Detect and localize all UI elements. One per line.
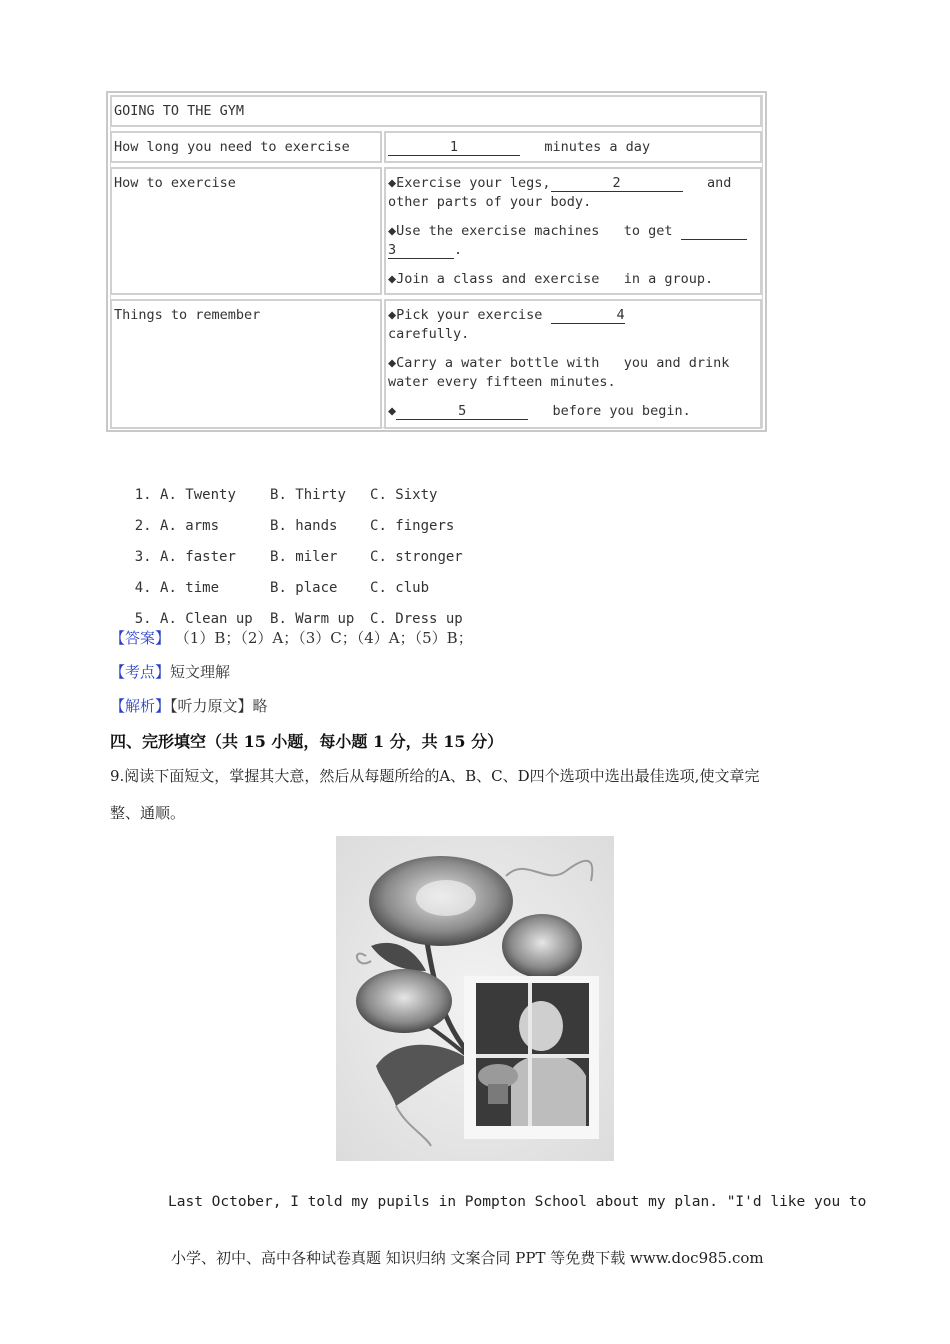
table-title-cell (110, 95, 762, 127)
blank-3: 3 (388, 241, 454, 259)
table-row-label: How long you need to exercise (110, 131, 382, 163)
answer-text: （1）B；（2）A；（3）C；（4）A；（5）B； (170, 629, 473, 647)
flower-window-drawing (336, 836, 614, 1161)
passage-first-line: Last October, I told my pupils in Pompton School about my plan. "I'd like you to (168, 1194, 867, 1210)
list-item: ◆Exercise your legs, 2 and other parts of your body. (388, 175, 732, 210)
kaodian-line (110, 661, 230, 682)
jiexi-line (110, 695, 268, 716)
section-heading: 四、完形填空（共 15 小题，每小题 1 分，共 15 分） (110, 732, 504, 751)
kaodian-text: 短文理解 (170, 663, 231, 681)
list-item: ◆ 5 before you begin. (388, 403, 691, 419)
jiexi-tag: 【解析】 (110, 697, 171, 715)
blank-2: 2 (551, 174, 683, 192)
blank-4: 4 (551, 306, 625, 324)
table-row-label: How to exercise (110, 167, 382, 295)
option-row: 3. A. faster B. miler C. stronger (134, 549, 463, 565)
option-row: 2. A. arms B. hands C. fingers (134, 518, 455, 534)
option-row: 5. A. Clean up B. Warm up C. Dress up (134, 611, 463, 627)
table-title: GOING TO THE GYM (114, 103, 245, 119)
answer-line (110, 627, 473, 648)
question-instruction-line1: 9.阅读下面短文，掌握其大意，然后从每题所给的A、B、C、D四个选项中选出最佳选项,使文章完 (110, 767, 760, 785)
jiexi-text: 【听力原文】略 (170, 697, 268, 715)
table-row-label: Things to remember (110, 299, 382, 429)
gym-table (106, 91, 767, 432)
table-row-content (384, 167, 762, 295)
list-item: ◆Use the exercise machines to get 3 . (388, 222, 747, 260)
table-row-content (384, 299, 762, 429)
blank-1: 1 (388, 138, 520, 156)
question-instruction-line2: 整、通顺。 (110, 804, 186, 822)
list-item: ◆Carry a water bottle with you and drink water every fifteen minutes. (388, 355, 730, 390)
footer-text: 小学、初中、高中各种试卷真题 知识归纳 文案合同 PPT 等免费下载 www.doc985.com (171, 1249, 764, 1267)
list-item: ◆Join a class and exercise in a group. (388, 271, 714, 287)
kaodian-tag: 【考点】 (110, 663, 171, 681)
option-row: 4. A. time B. place C. club (134, 580, 430, 596)
table-row-content: 1 minutes a day (384, 131, 762, 163)
blank-5: 5 (396, 402, 528, 420)
answer-tag: 【答案】 (110, 629, 171, 647)
option-row: 1. A. Twenty B. Thirty C. Sixty (134, 487, 438, 503)
illustration-image (336, 836, 614, 1161)
list-item: ◆Pick your exercise 4 carefully. (388, 307, 625, 342)
